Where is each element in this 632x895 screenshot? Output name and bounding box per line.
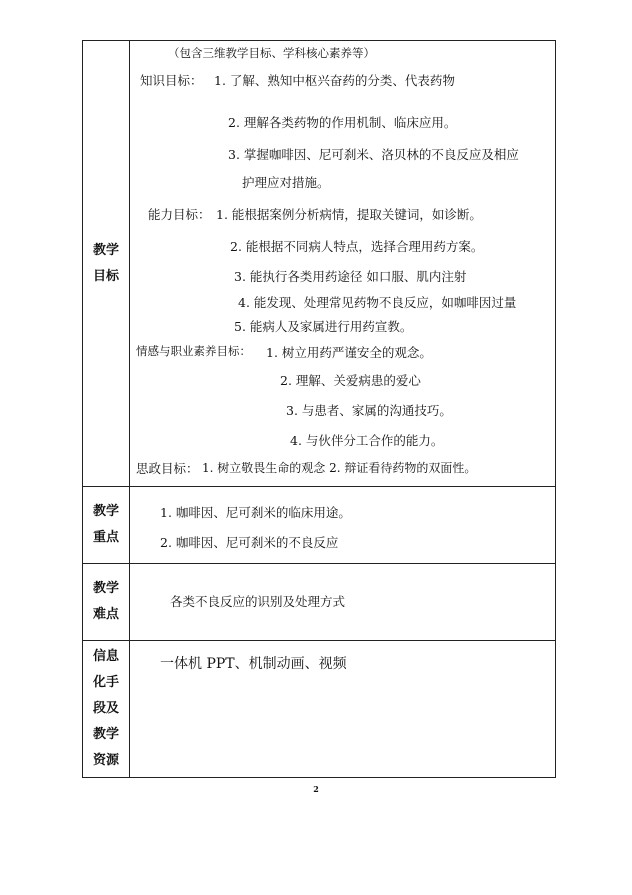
label-line: 教学 [92,581,119,596]
difficulties-row [83,564,556,641]
difficulties-label [83,564,130,641]
objectives-label [83,41,130,487]
resources-label [83,641,130,778]
knowledge-item: 1. 了解、熟知中枢兴奋药的分类、代表药物 [214,73,455,88]
label-line: 难点 [92,607,119,622]
key-points-row [83,487,556,564]
label-line: 化手 [92,675,119,690]
ability-item: 1. 能根据案例分析病情，提取关键词，如诊断。 [216,207,482,222]
ideology-title: 思政目标： [136,461,199,476]
ability-item: 5. 能病人及家属进行用药宣教。 [234,319,413,334]
emotion-item: 3. 与患者、家属的沟通技巧。 [286,403,452,418]
ability-item: 4. 能发现、处理常见药物不良反应，如咖啡因过量 [238,295,517,310]
knowledge-item: 3. 掌握咖啡因、尼可刹米、洛贝林的不良反应及相应 [228,147,519,162]
lesson-plan-table [82,40,556,778]
top-hint: （包含三维教学目标、学科核心素养等） [168,46,375,60]
objectives-content [130,41,556,487]
emotion-item: 1. 树立用药严谨安全的观念。 [266,345,432,360]
difficulty-text: 各类不良反应的识别及处理方式 [170,594,346,609]
key-points-content [130,487,556,564]
label-line: 段及 [92,701,119,716]
label-line: 教学 [92,727,119,742]
ability-item: 3. 能执行各类用药途径 如口服、肌内注射 [234,269,467,284]
label-line: 重点 [92,530,119,545]
page-number: 2 [313,784,319,794]
key-point-item: 1. 咖啡因、尼可刹米的临床用途。 [160,505,351,520]
label-line: 信息 [92,649,119,664]
objectives-row [83,41,556,487]
knowledge-item: 2. 理解各类药物的作用机制、临床应用。 [228,115,457,130]
label-line: 教学 [92,242,119,258]
ability-title: 能力目标： [148,207,211,222]
label-line: 教学 [92,504,119,519]
label-line: 资源 [92,753,119,768]
ability-item: 2. 能根据不同病人特点，选择合理用药方案。 [230,239,484,254]
emotion-item: 4. 与伙伴分工合作的能力。 [290,433,444,448]
knowledge-title: 知识目标： [140,73,203,88]
difficulties-content [130,564,556,641]
resources-text: 一体机 PPT、机制动画、视频 [160,656,347,672]
key-point-item: 2. 咖啡因、尼可刹米的不良反应 [160,535,339,550]
emotion-title: 情感与职业素养目标： [136,344,251,358]
key-points-label [83,487,130,564]
resources-content [130,641,556,778]
label-line: 目标 [92,268,119,284]
resources-row [83,641,556,778]
ideology-text: 1. 树立敬畏生命的观念 2. 辩证看待药物的双面性。 [202,461,477,475]
emotion-item: 2. 理解、关爱病患的爱心 [280,373,421,388]
knowledge-item: 护理应对措施。 [242,175,330,190]
